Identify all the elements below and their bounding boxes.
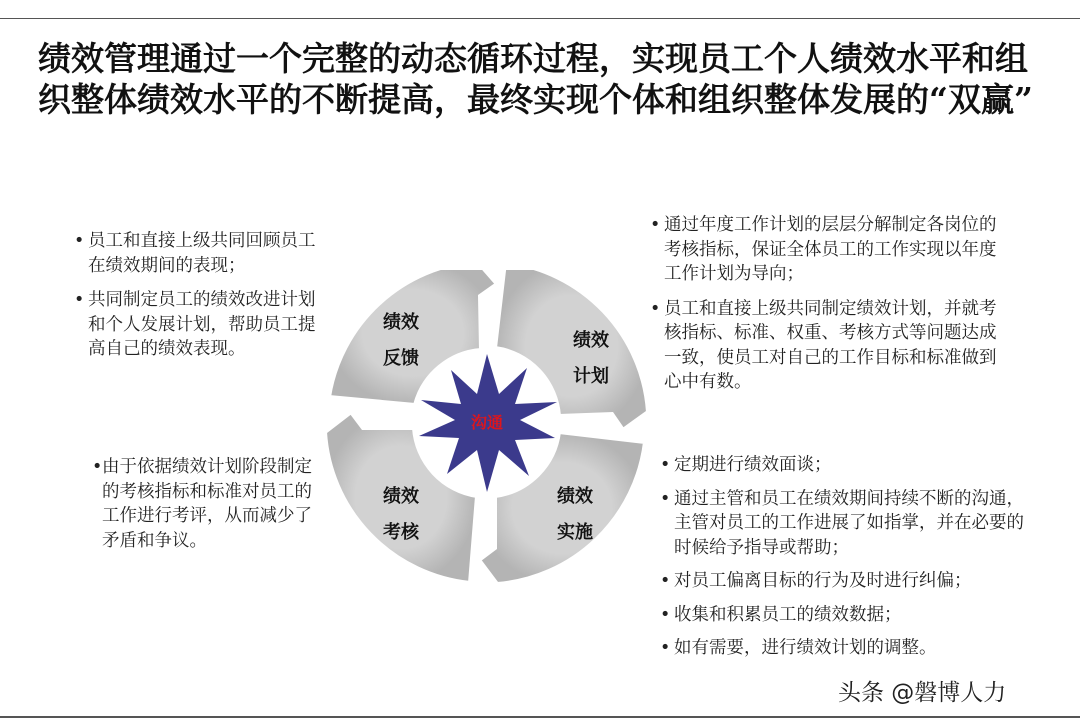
performance-cycle-diagram <box>315 270 665 600</box>
bullet-icon: • <box>74 231 85 251</box>
bullet-icon: • <box>660 604 671 625</box>
bullet-icon: • <box>650 298 661 319</box>
list-item: • 员工和直接上级共同回顾员工在绩效期间的表现； <box>74 231 316 276</box>
list-item: • 通过主管和员工在绩效期间持续不断的沟通，主管对员工的工作进展了如指掌，并在必要的时候给予指导或帮助； <box>660 488 1024 558</box>
list-item: • 定期进行绩效面谈； <box>660 453 1040 478</box>
page-title: 绩效管理通过一个完整的动态循环过程，实现员工个人绩效水平和组织整体绩效水平的不断提高，最终实现个体和组织整体发展的“双赢” <box>38 39 1033 119</box>
segment-label-plan-line2: 计划 <box>573 366 609 387</box>
list-item: • 员工和直接上级共同制定绩效计划，并就考核指标、标准、权重、考核方式等问题达成一致，使员工对自己的工作目标和标准做到心中有数。 <box>650 298 997 392</box>
bullet-icon: • <box>660 638 671 658</box>
bullet-icon: • <box>660 488 671 509</box>
segment-label-feedback-line1: 绩效 <box>383 312 419 333</box>
segment-label-assess-line2: 考核 <box>383 522 419 543</box>
segment-label-feedback-line2: 反馈 <box>383 348 419 369</box>
list-item: • 如有需要，进行绩效计划的调整。 <box>660 636 1040 661</box>
list-item: • 对员工偏离目标的行为及时进行纠偏； <box>660 569 1040 594</box>
bullet-icon: • <box>92 457 103 477</box>
assessment-notes <box>92 455 322 563</box>
implementation-notes <box>660 453 1040 670</box>
feedback-notes <box>74 229 324 372</box>
list-item: • 共同制定员工的绩效改进计划和个人发展计划，帮助员工提高自己的绩效表现。 <box>74 290 316 359</box>
list-item: • 由于依据绩效计划阶段制定的考核指标和标准对员工的工作进行考评，从而减少了矛盾和争议。 <box>92 457 312 551</box>
bullet-icon: • <box>74 290 85 310</box>
center-label: 沟通 <box>470 413 504 432</box>
segment-label-plan-line1: 绩效 <box>573 330 609 351</box>
segment-label-implement-line1: 绩效 <box>557 486 593 507</box>
top-divider <box>0 18 1080 19</box>
segment-label-implement-line2: 实施 <box>557 522 593 543</box>
bullet-icon: • <box>660 571 671 591</box>
bullet-icon: • <box>660 455 671 475</box>
bottom-divider <box>0 716 1080 718</box>
watermark: 头条 @磐博人力 <box>838 680 1007 706</box>
segment-label-assess-line1: 绩效 <box>383 486 419 507</box>
list-item: • 通过年度工作计划的层层分解制定各岗位的考核指标，保证全体员工的工作实现以年度工作计划为导向； <box>650 215 997 284</box>
plan-notes <box>650 213 1000 405</box>
bullet-icon: • <box>650 215 661 235</box>
list-item: • 收集和积累员工的绩效数据； <box>660 603 1040 628</box>
